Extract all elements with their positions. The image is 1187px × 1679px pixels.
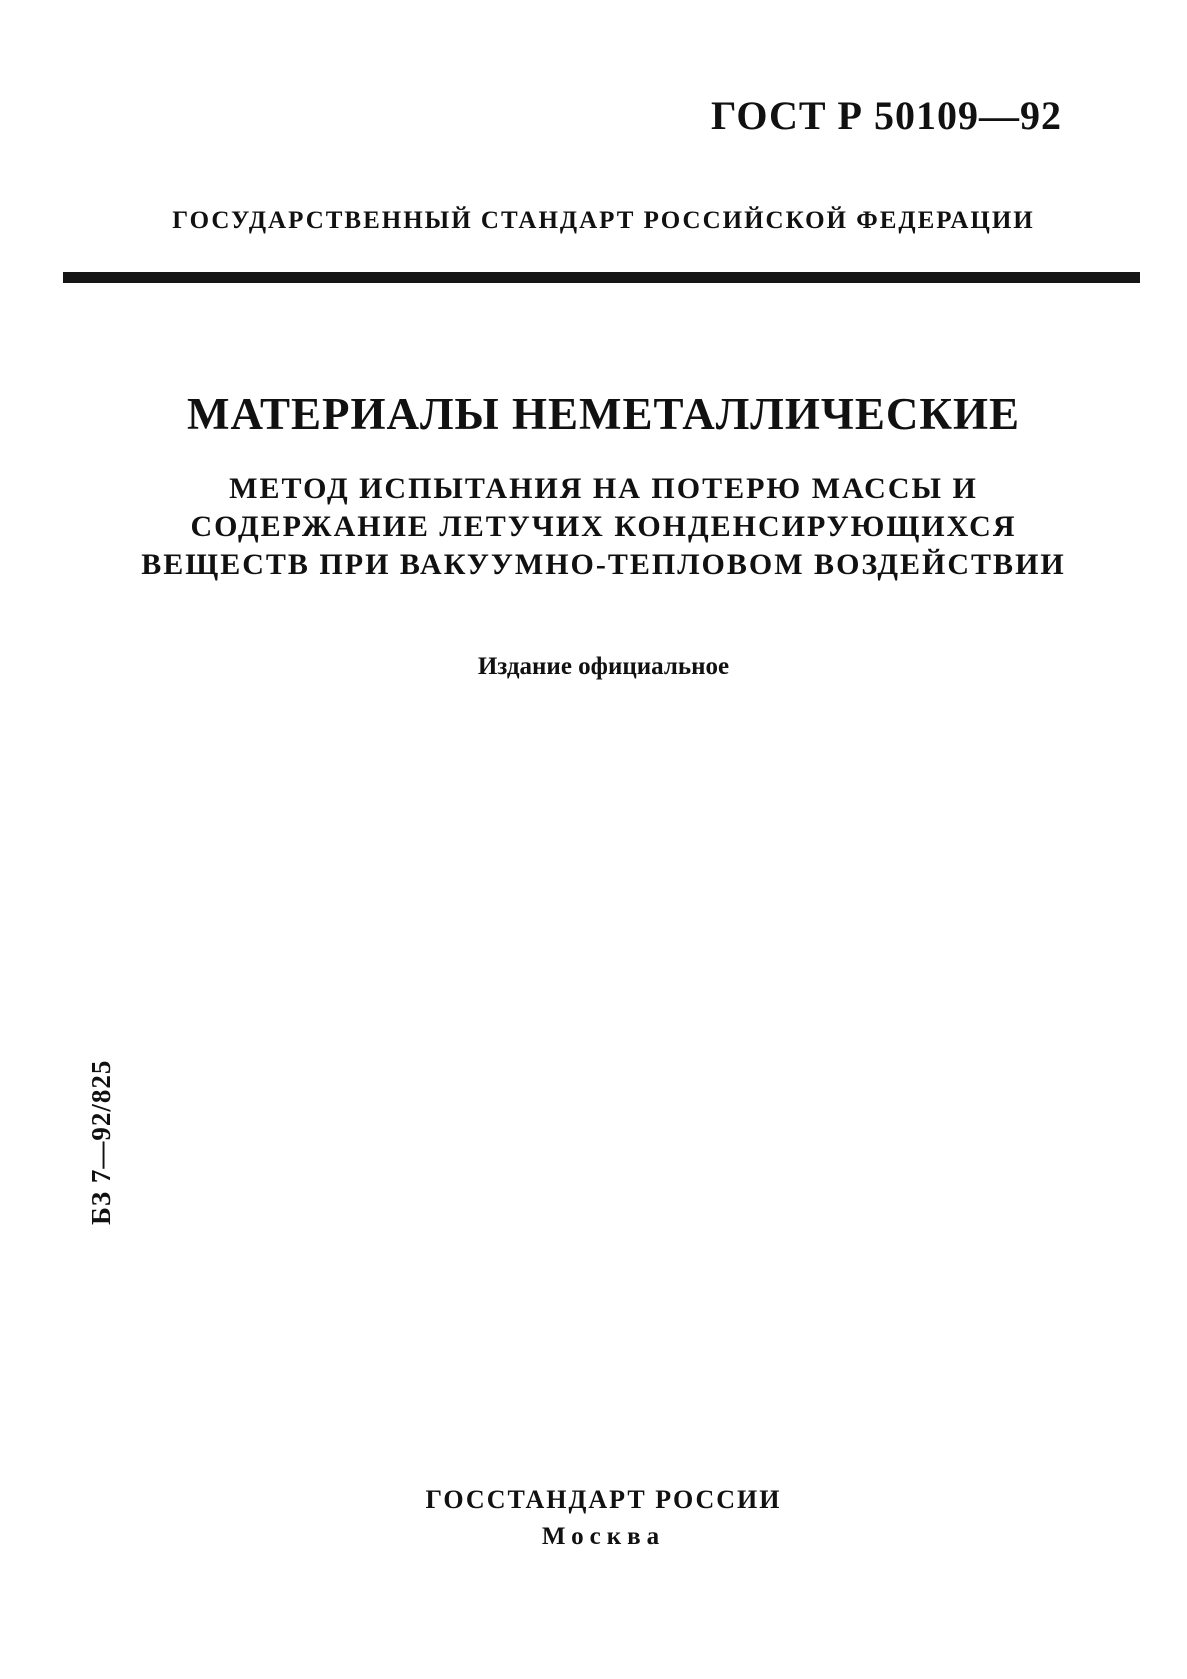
side-catalog-code: БЗ 7—92/825 [86, 1059, 116, 1225]
document-subtitle [0, 470, 1187, 584]
state-standard-heading: ГОСУДАРСТВЕННЫЙ СТАНДАРТ РОССИЙСКОЙ ФЕДЕРАЦИИ [172, 207, 1035, 234]
document-title: МАТЕРИАЛЫ НЕМЕТАЛЛИЧЕСКИЕ [186, 389, 1021, 439]
subtitle-line: МЕТОД ИСПЫТАНИЯ НА ПОТЕРЮ МАССЫ И [229, 472, 978, 505]
document-code: ГОСТ Р 50109—92 [710, 93, 1062, 138]
publisher-name: ГОССТАНДАРТ РОССИИ [425, 1485, 782, 1514]
horizontal-rule [63, 272, 1140, 283]
subtitle-line: ВЕЩЕСТВ ПРИ ВАКУУМНО-ТЕПЛОВОМ ВОЗДЕЙСТВИИ [141, 548, 1066, 581]
publisher-city: Москва [541, 1523, 666, 1550]
subtitle-line: СОДЕРЖАНИЕ ЛЕТУЧИХ КОНДЕНСИРУЮЩИХСЯ [190, 510, 1017, 543]
edition-label: Издание официальное [477, 653, 730, 680]
